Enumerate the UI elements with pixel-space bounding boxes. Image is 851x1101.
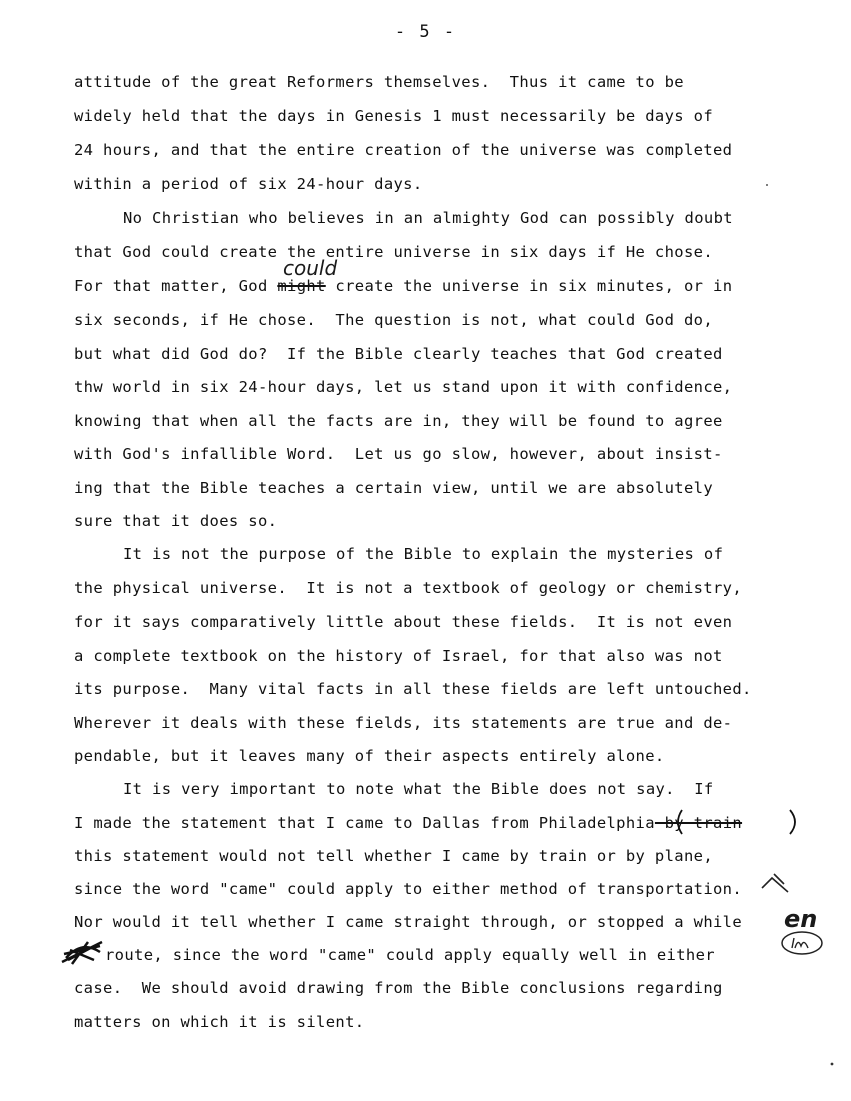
text-line: ing that the Bible teaches a certain view, until we are absolutely [74,479,713,497]
circled-note-mark [780,928,830,958]
text-line: six seconds, if He chose. The question is not, what could God do, [74,311,713,329]
text-line: It is not the purpose of the Bible to explain the mysteries of [123,545,724,563]
text-line: matters on which it is silent. [74,1013,365,1031]
text-line: the physical universe. It is not a textbook of geology or chemistry, [74,579,743,597]
text-line: its purpose. Many vital facts in all these fields are left untouched. [74,680,752,698]
text-line: route, since the word "came" could apply equally well in either [105,946,715,964]
text-line: since the word "came" could apply to either method of transportation. [74,880,743,898]
text-line: sure that it does so. [74,512,278,530]
text-line: that God could create the entire universe in six days if He chose. [74,243,713,261]
text-line: widely held that the days in Genesis 1 must necessarily be days of [74,107,713,125]
text-line: this statement would not tell whether I came by train or by plane, [74,847,713,865]
text-segment: For that matter, God [74,277,278,295]
text-line: thw world in six 24-hour days, let us stand upon it with confidence, [74,378,733,396]
insert-caret-mark [758,868,794,898]
text-segment: create the universe in six minutes, or in [325,277,733,295]
text-line: within a period of six 24-hour days. [74,175,423,193]
text-line: a complete textbook on the history of Israel, for that also was not [74,647,723,665]
handwritten-insert: could [283,256,338,280]
text-line: for it says comparatively little about these fields. It is not even [74,613,733,631]
text-line-with-edit [74,276,732,296]
deletion-bracket [672,808,802,838]
text-line: 24 hours, and that the entire creation of the universe was completed [74,141,733,159]
text-segment: I made the statement that I came to Dallas from Philadelphia [74,814,655,832]
scribble-deletion [58,938,108,968]
struck-phrase: by train [654,814,743,832]
text-line: with God's infallible Word. Let us go slow, however, about insist- [74,445,723,463]
text-line: case. We should avoid drawing from the Bible conclusions regarding [74,979,723,997]
text-line: No Christian who believes in an almighty God can possibly doubt [123,209,733,227]
text-line: It is very important to note what the Bible does not say. If [123,780,714,798]
page-number: - 5 - [394,22,457,42]
text-line: pendable, but it leaves many of their aspects entirely alone. [74,747,665,765]
text-line: but what did God do? If the Bible clearly teaches that God created [74,345,723,363]
text-line: attitude of the great Reformers themselves. Thus it came to be [74,73,684,91]
struck-word: might [277,277,326,295]
text-line: knowing that when all the facts are in, they will be found to agree [74,412,723,430]
page-speck [828,1060,838,1070]
text-line: Wherever it deals with these fields, its statements are true and de- [74,714,733,732]
text-line-with-edit [74,813,742,833]
text-line: Nor would it tell whether I came straight through, or stopped a while [74,913,743,931]
margin-note: en [784,905,818,933]
page-speck [764,182,770,188]
